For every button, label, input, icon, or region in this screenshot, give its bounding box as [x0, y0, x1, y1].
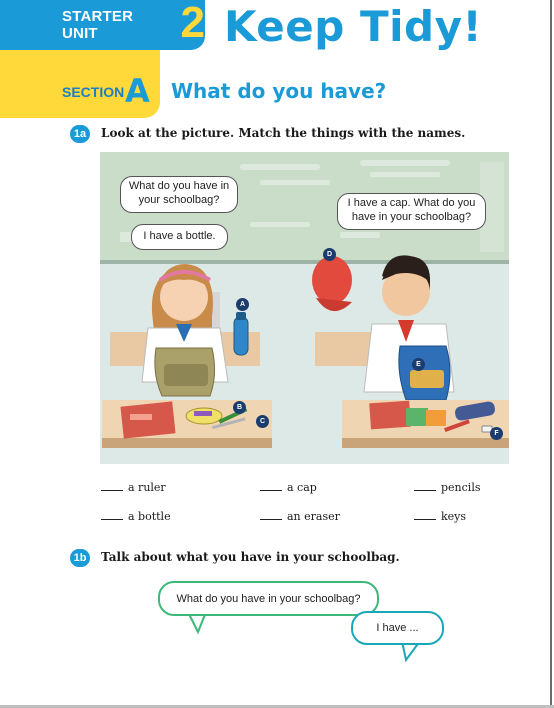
marker-d: D [323, 248, 336, 261]
section-label: SECTION [62, 84, 125, 100]
girl-question-bubble: What do you have in your schoolbag? [120, 176, 238, 213]
activity-1a-badge: 1a [70, 125, 90, 143]
marker-a: A [236, 298, 249, 311]
activity-1a-instruction: Look at the picture. Match the things with the names. [101, 126, 466, 140]
match-item-label: a ruler [128, 481, 166, 494]
marker-c: C [256, 415, 269, 428]
section-title: What do you have? [171, 79, 387, 103]
match-item-label: a cap [287, 481, 317, 494]
activity-1b-instruction: Talk about what you have in your schoolbag. [101, 550, 400, 564]
unit-number: 2 [180, 0, 205, 47]
unit-label: STARTER UNIT [62, 8, 134, 42]
match-item-label: pencils [441, 481, 481, 494]
boy-speech-bubble: I have a cap. What do you have in your schoolbag? [337, 193, 486, 230]
talk-bubble-question: What do you have in your schoolbag? [158, 581, 379, 616]
marker-b: B [233, 401, 246, 414]
marker-f: F [490, 427, 503, 440]
section-letter: A [125, 72, 150, 110]
match-item-label: a bottle [128, 510, 171, 523]
talk-bubble-answer: I have ... [351, 611, 444, 645]
girl-answer-bubble: I have a bottle. [131, 224, 228, 250]
marker-e: E [412, 358, 425, 371]
activity-1b-badge: 1b [70, 549, 90, 567]
match-item-label: keys [441, 510, 467, 523]
match-item-label: an eraser [287, 510, 340, 523]
unit-title: Keep Tidy! [224, 2, 483, 51]
